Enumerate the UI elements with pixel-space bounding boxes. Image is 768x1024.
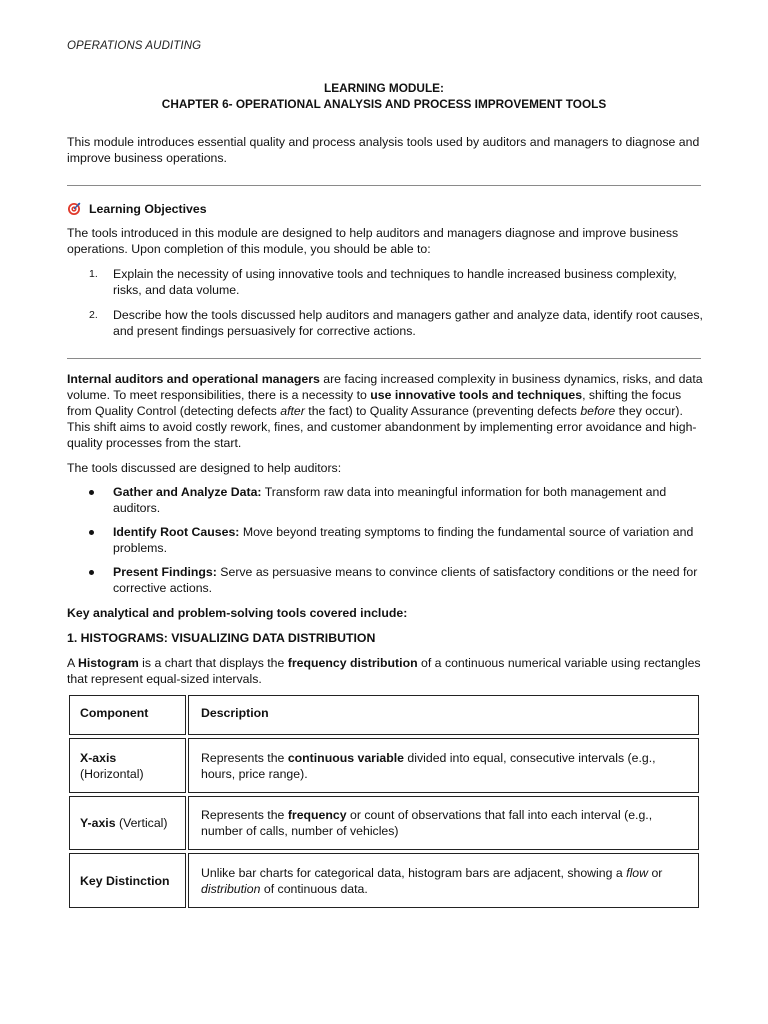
italic-text: after bbox=[280, 404, 305, 418]
table-cell bbox=[188, 853, 699, 908]
histogram-definition bbox=[67, 655, 703, 687]
column-header: Description bbox=[188, 695, 699, 735]
italic-text: flow bbox=[626, 865, 649, 880]
target-icon bbox=[67, 202, 81, 216]
list-item bbox=[67, 307, 707, 339]
bullet-list bbox=[67, 484, 707, 604]
bullet-text: Transform raw data into meaningful information for both management and auditors. bbox=[113, 485, 667, 515]
bullet-icon bbox=[89, 570, 94, 575]
bold-text: use innovative tools and techniques bbox=[370, 388, 583, 402]
table-row bbox=[69, 738, 699, 793]
text: Unlike bar charts for categorical data, histogram bars are adjacent, showing a bbox=[201, 865, 627, 880]
text: or bbox=[648, 865, 663, 880]
list-item bbox=[67, 484, 707, 516]
table-row bbox=[69, 853, 699, 908]
table-cell bbox=[188, 796, 699, 850]
module-title: LEARNING MODULE: bbox=[324, 81, 444, 95]
table-cell bbox=[188, 738, 699, 793]
bullet-label: Identify Root Causes: bbox=[113, 525, 240, 539]
bold-text: continuous variable bbox=[287, 750, 404, 765]
text: A bbox=[67, 656, 78, 670]
text: (Vertical) bbox=[115, 816, 168, 830]
bold-text: frequency distribution bbox=[287, 656, 418, 670]
list-item bbox=[67, 524, 707, 556]
context-paragraph bbox=[67, 371, 703, 451]
text: Represents the bbox=[201, 808, 288, 822]
running-header: OPERATIONS AUDITING bbox=[67, 40, 202, 52]
bold-text: Key Distinction bbox=[80, 873, 170, 888]
bullet-icon bbox=[89, 530, 94, 535]
table-cell bbox=[69, 738, 186, 793]
tools-intro: The tools discussed are designed to help auditors: bbox=[67, 461, 342, 475]
list-number: 2. bbox=[89, 309, 98, 321]
chapter-title: CHAPTER 6- OPERATIONAL ANALYSIS AND PROCESS IMPROVEMENT TOOLS bbox=[161, 97, 607, 111]
list-item bbox=[67, 564, 707, 596]
bullet-label: Gather and Analyze Data: bbox=[113, 485, 262, 499]
text: is a chart that displays the bbox=[138, 656, 288, 670]
text: they occur). This shift aims to avoid costly rework, fines, and customer abandonment by implementing error avoidance and high-quality processes from the start. bbox=[67, 404, 697, 450]
italic-text: before bbox=[580, 404, 616, 418]
objectives-heading bbox=[67, 201, 207, 217]
text: divided into equal, consecutive intervals (e.g., hours, price range). bbox=[201, 750, 656, 781]
text: or count of observations that fall into each interval (e.g., number of calls, number of vehicles) bbox=[201, 808, 653, 838]
text: of a continuous numerical variable using rectangles that represent equal-sized intervals. bbox=[67, 656, 701, 686]
bold-text: Histogram bbox=[77, 656, 139, 670]
table-cell bbox=[69, 853, 186, 908]
bullet-icon bbox=[89, 490, 94, 495]
bold-text: frequency bbox=[287, 808, 347, 822]
text: Represents the bbox=[201, 750, 288, 765]
objectives-heading-text: Learning Objectives bbox=[89, 202, 207, 216]
bold-text: Y-axis bbox=[80, 816, 116, 830]
table-cell bbox=[69, 796, 186, 850]
divider bbox=[67, 358, 701, 359]
table-header-row bbox=[69, 695, 699, 735]
text: the fact) to Quality Assurance (preventing defects bbox=[304, 404, 581, 418]
list-item bbox=[67, 266, 707, 298]
bullet-label: Present Findings: bbox=[113, 565, 217, 579]
list-text: Describe how the tools discussed help auditors and managers gather and analyze data, identify root causes, and present findings persuasively for corrective actions. bbox=[113, 308, 703, 338]
text: of continuous data. bbox=[260, 881, 368, 896]
list-number: 1. bbox=[89, 268, 98, 280]
italic-text: distribution bbox=[201, 881, 261, 896]
text: , shifting the focus from Quality Control (detecting defects bbox=[67, 388, 682, 418]
bold-text: X-axis bbox=[80, 750, 117, 765]
tools-heading: Key analytical and problem-solving tools covered include: bbox=[67, 606, 408, 620]
bullet-text: Serve as persuasive means to convince clients of satisfactory conditions or the need for corrective actions. bbox=[113, 565, 698, 595]
objectives-list bbox=[67, 266, 707, 348]
objectives-lead: The tools introduced in this module are designed to help auditors and managers diagnose and improve business operations. Upon completion of this module, you should be able to: bbox=[67, 226, 679, 256]
table-row bbox=[69, 796, 699, 850]
component-table bbox=[69, 695, 699, 911]
divider bbox=[67, 185, 701, 186]
text: are facing increased complexity in business dynamics, risks, and data volume. To meet responsibilities, there is a necessity to bbox=[67, 372, 703, 402]
intro-paragraph: This module introduces essential quality and process analysis tools used by auditors and managers to diagnose and improve business operations. bbox=[67, 135, 700, 165]
bullet-text: Move beyond treating symptoms to finding the fundamental source of variation and problems. bbox=[113, 525, 694, 555]
column-header: Component bbox=[69, 695, 186, 735]
section-heading: 1. HISTOGRAMS: VISUALIZING DATA DISTRIBUTION bbox=[67, 631, 376, 645]
bold-text: Internal auditors and operational managers bbox=[67, 372, 320, 386]
text: (Horizontal) bbox=[80, 766, 144, 781]
list-text: Explain the necessity of using innovative tools and techniques to handle increased business complexity, risks, and data volume. bbox=[113, 267, 677, 297]
